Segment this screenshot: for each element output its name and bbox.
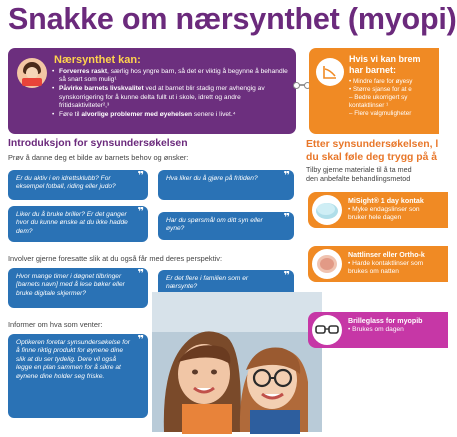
info-bubble: Optikeren foretar synsundersøkelse for å finne riktig produkt for øynene dine slik at du ser tydelig. Dere vil også legge en plan sammen for å sikre at øynene dine holder seg friske. ❞ xyxy=(8,334,148,418)
section-after-text: Tilby gjerne materiale til å ta med den anbefalte behandlingsmetod xyxy=(306,165,412,183)
section-intro-text: Prøv å danne deg et bilde av barnets behov og ønsker: xyxy=(8,153,189,162)
quote-icon: ❞ xyxy=(283,270,290,282)
product-glasses: Brilleglass for myopib • Brukes om dagen xyxy=(308,312,448,348)
inform-text: Informer om hva som venter: xyxy=(8,320,103,329)
info-bullet: • Forverres raskt, særlig hos yngre barn, så det er viktig å begynne å behandle så snart som mulig¹ xyxy=(52,68,290,84)
question-bubble: Har du spørsmål om ditt syn eller øyne? ❞ xyxy=(158,212,294,240)
quote-icon: ❞ xyxy=(137,268,144,280)
benefits-list: • Mindre fare for øyesy • Større sjanse for at e – Bedre ukorrigert sy kontaktlinser ¹ – Flere valgmuligheter xyxy=(349,78,413,118)
children-photo xyxy=(152,292,322,432)
quote-icon: ❞ xyxy=(283,212,290,224)
info-bullet: • Føre til alvorlige problemer med øyehelsen senere i livet.⁴ xyxy=(52,111,290,119)
info-bullets xyxy=(52,68,290,120)
night-lens-icon xyxy=(312,249,342,279)
quote-icon: ❞ xyxy=(137,334,144,346)
info-bullet: • Påvirke barnets livskvalitet ved at barnet blir stadig mer avhengig av synskorrigering for å kunne delta fullt ut i skole, idrett og andre fritidsaktiviteter²,³ xyxy=(52,85,290,110)
question-bubble: Liker du å bruke briller? Er det ganger hvor du kunne ønske at du ikke hadde dem? ❞ xyxy=(8,206,148,242)
benefits-title: Hvis vi kan brem har barnet: xyxy=(349,54,421,75)
quote-icon: ❞ xyxy=(137,206,144,218)
contact-lens-icon xyxy=(312,195,342,225)
question-bubble: Hvor mange timer i døgnet tilbringer [barnets navn] med å lese bøker eller bruke digitale skjermer? ❞ xyxy=(8,268,148,308)
glasses-icon xyxy=(312,315,342,345)
question-bubble: Er du aktiv i en idrettsklubb? For eksempel fotball, riding eller judo? ❞ xyxy=(8,170,148,200)
child-reading-icon xyxy=(17,58,47,88)
question-bubble: Er det flere i familien som er nærsynte? ❞ xyxy=(158,270,294,298)
section-heading-intro: Introduksjon for synsundersøkelsen xyxy=(8,138,188,149)
quote-icon: ❞ xyxy=(283,170,290,182)
benefits-box xyxy=(309,48,439,134)
quote-icon: ❞ xyxy=(137,170,144,182)
product-misight: MiSight® 1 day kontak • Myke endagslinser son bruker hele dagen xyxy=(308,192,448,228)
involve-parents-text: Involver gjerne foresatte slik at du også får med deres perspektiv: xyxy=(8,254,223,263)
myopia-info-box xyxy=(8,48,296,134)
box-connector xyxy=(296,84,308,86)
product-ortho-k: Nattlinser eller Ortho-k • Harde kontaktlinser som brukes om natten xyxy=(308,246,448,282)
question-bubble: Hva liker du å gjøre på fritiden? ❞ xyxy=(158,170,294,200)
chart-icon xyxy=(316,58,344,86)
info-box-title: Nærsynthet kan: xyxy=(54,54,141,66)
section-heading-after: Etter synsundersøkelsen, l du skal føle deg trygg på å xyxy=(306,139,439,163)
page-title: Snakke om nærsynthet (myopi) xyxy=(8,2,457,36)
